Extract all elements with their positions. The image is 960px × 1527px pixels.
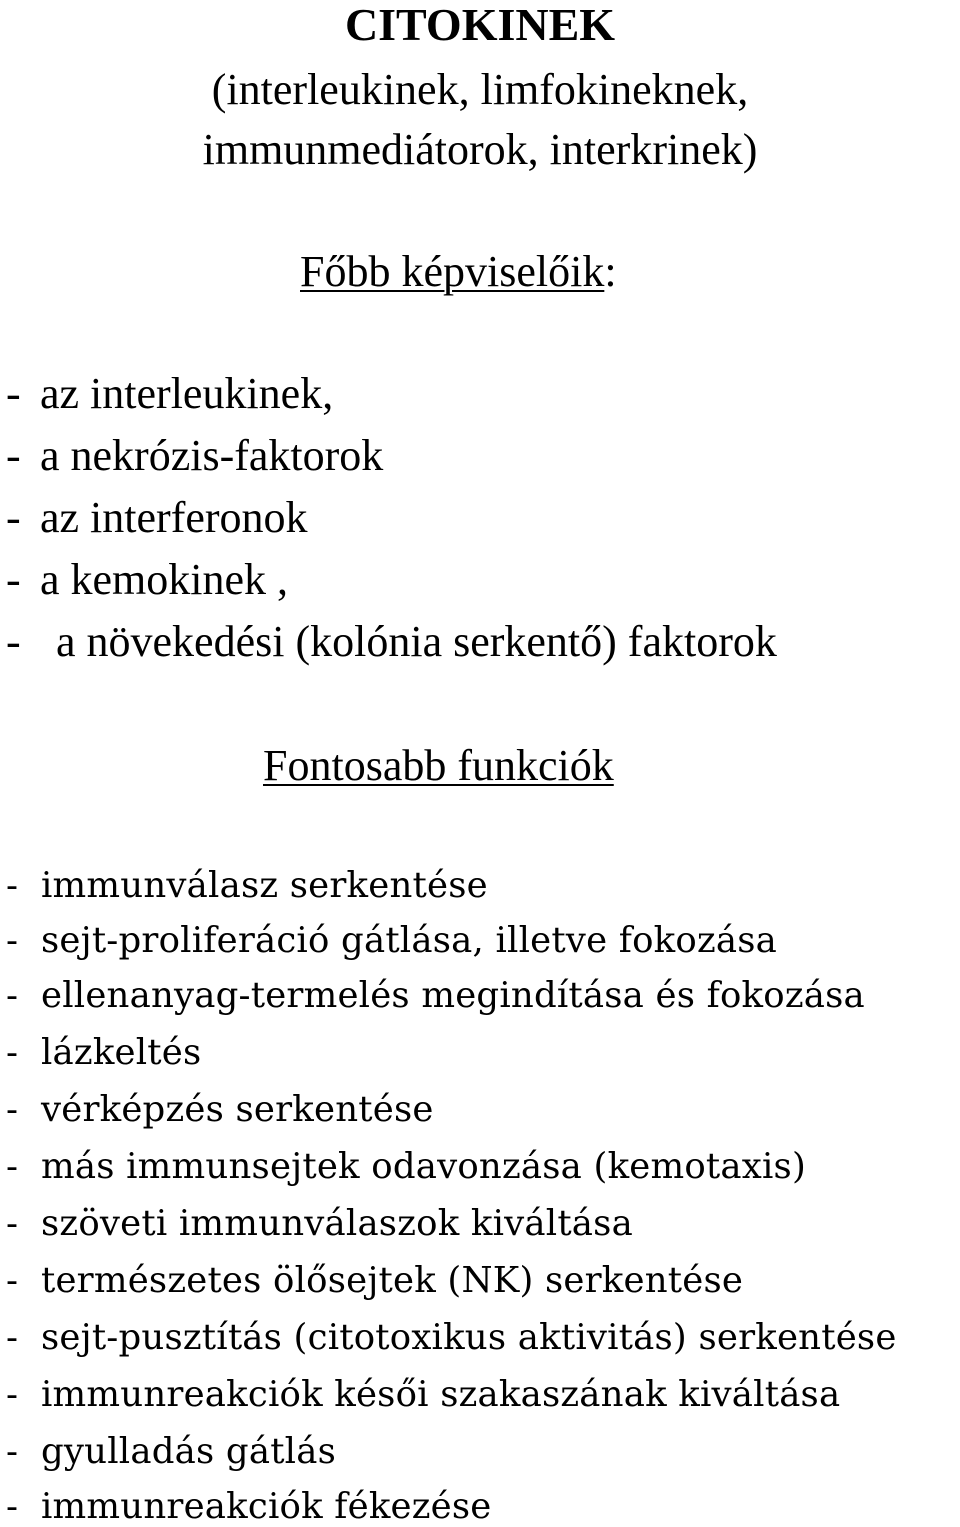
bullet-dash: - bbox=[6, 865, 19, 906]
bullet-dash: - bbox=[6, 920, 19, 961]
bullet-dash: - bbox=[6, 493, 21, 542]
list-item-text: a kemokinek , bbox=[40, 555, 289, 604]
bullet-dash: - bbox=[6, 1146, 19, 1187]
list-item-text: immunreakciók fékezése bbox=[41, 1486, 492, 1527]
page-title: CITOKINEK bbox=[344, 0, 616, 50]
list-item-text: az interleukinek, bbox=[40, 369, 334, 418]
functions-heading bbox=[263, 741, 614, 790]
list-item-text: gyulladás gátlás bbox=[41, 1431, 337, 1472]
list-item bbox=[6, 920, 778, 961]
list-item bbox=[6, 1317, 897, 1358]
bullet-dash: - bbox=[6, 617, 21, 666]
list-item bbox=[6, 369, 334, 418]
list-item-text: lázkeltés bbox=[41, 1032, 202, 1073]
bullet-dash: - bbox=[6, 1089, 19, 1130]
list-item bbox=[6, 431, 384, 480]
bullet-dash: - bbox=[6, 1431, 19, 1472]
bullet-dash: - bbox=[6, 1203, 19, 1244]
list-item bbox=[6, 1203, 633, 1244]
list-item-text: immunválasz serkentése bbox=[41, 865, 488, 906]
list-item-text: sejt-proliferáció gátlása, illetve fokozása bbox=[41, 920, 778, 961]
bullet-dash: - bbox=[6, 1374, 19, 1415]
bullet-dash: - bbox=[6, 431, 21, 480]
list-item bbox=[6, 1486, 492, 1527]
subtitle-line-1: (interleukinek, limfokineknek, bbox=[211, 65, 749, 114]
subtitle-line-2: immunmediátorok, interkrinek) bbox=[202, 125, 758, 174]
list-item bbox=[6, 617, 777, 666]
bullet-dash: - bbox=[6, 369, 21, 418]
list-item-text: immunreakciók késői szakaszának kiváltása bbox=[41, 1374, 841, 1415]
bullet-dash: - bbox=[6, 1486, 19, 1527]
list-item-text: a növekedési (kolónia serkentő) faktorok bbox=[56, 617, 777, 666]
bullet-dash: - bbox=[6, 555, 21, 604]
list-item bbox=[6, 865, 488, 906]
list-item-text: az interferonok bbox=[40, 493, 308, 542]
list-item bbox=[6, 493, 308, 542]
list-item-text: vérképzés serkentése bbox=[41, 1089, 434, 1130]
list-item bbox=[6, 1431, 337, 1472]
list-item bbox=[6, 1032, 202, 1073]
list-item bbox=[6, 1260, 744, 1301]
bullet-dash: - bbox=[6, 975, 19, 1016]
representatives-heading bbox=[300, 247, 617, 296]
list-item-text: más immunsejtek odavonzása (kemotaxis) bbox=[41, 1146, 807, 1187]
list-item-text: sejt-pusztítás (citotoxikus aktivitás) serkentése bbox=[41, 1317, 897, 1358]
list-item bbox=[6, 1089, 434, 1130]
list-item-text: természetes ölősejtek (NK) serkentése bbox=[41, 1260, 744, 1301]
list-item-text: a nekrózis-faktorok bbox=[40, 431, 384, 480]
bullet-dash: - bbox=[6, 1317, 19, 1358]
functions-heading-text: Fontosabb funkciók bbox=[263, 741, 614, 790]
list-item bbox=[6, 555, 289, 604]
list-item bbox=[6, 975, 865, 1016]
representatives-heading-colon: : bbox=[604, 247, 617, 296]
list-item-text: ellenanyag-termelés megindítása és fokozása bbox=[41, 975, 865, 1016]
bullet-dash: - bbox=[6, 1032, 19, 1073]
list-item bbox=[6, 1146, 807, 1187]
bullet-dash: - bbox=[6, 1260, 19, 1301]
list-item bbox=[6, 1374, 841, 1415]
list-item-text: szöveti immunválaszok kiváltása bbox=[41, 1203, 633, 1244]
representatives-heading-text: Főbb képviselőik bbox=[300, 247, 605, 296]
